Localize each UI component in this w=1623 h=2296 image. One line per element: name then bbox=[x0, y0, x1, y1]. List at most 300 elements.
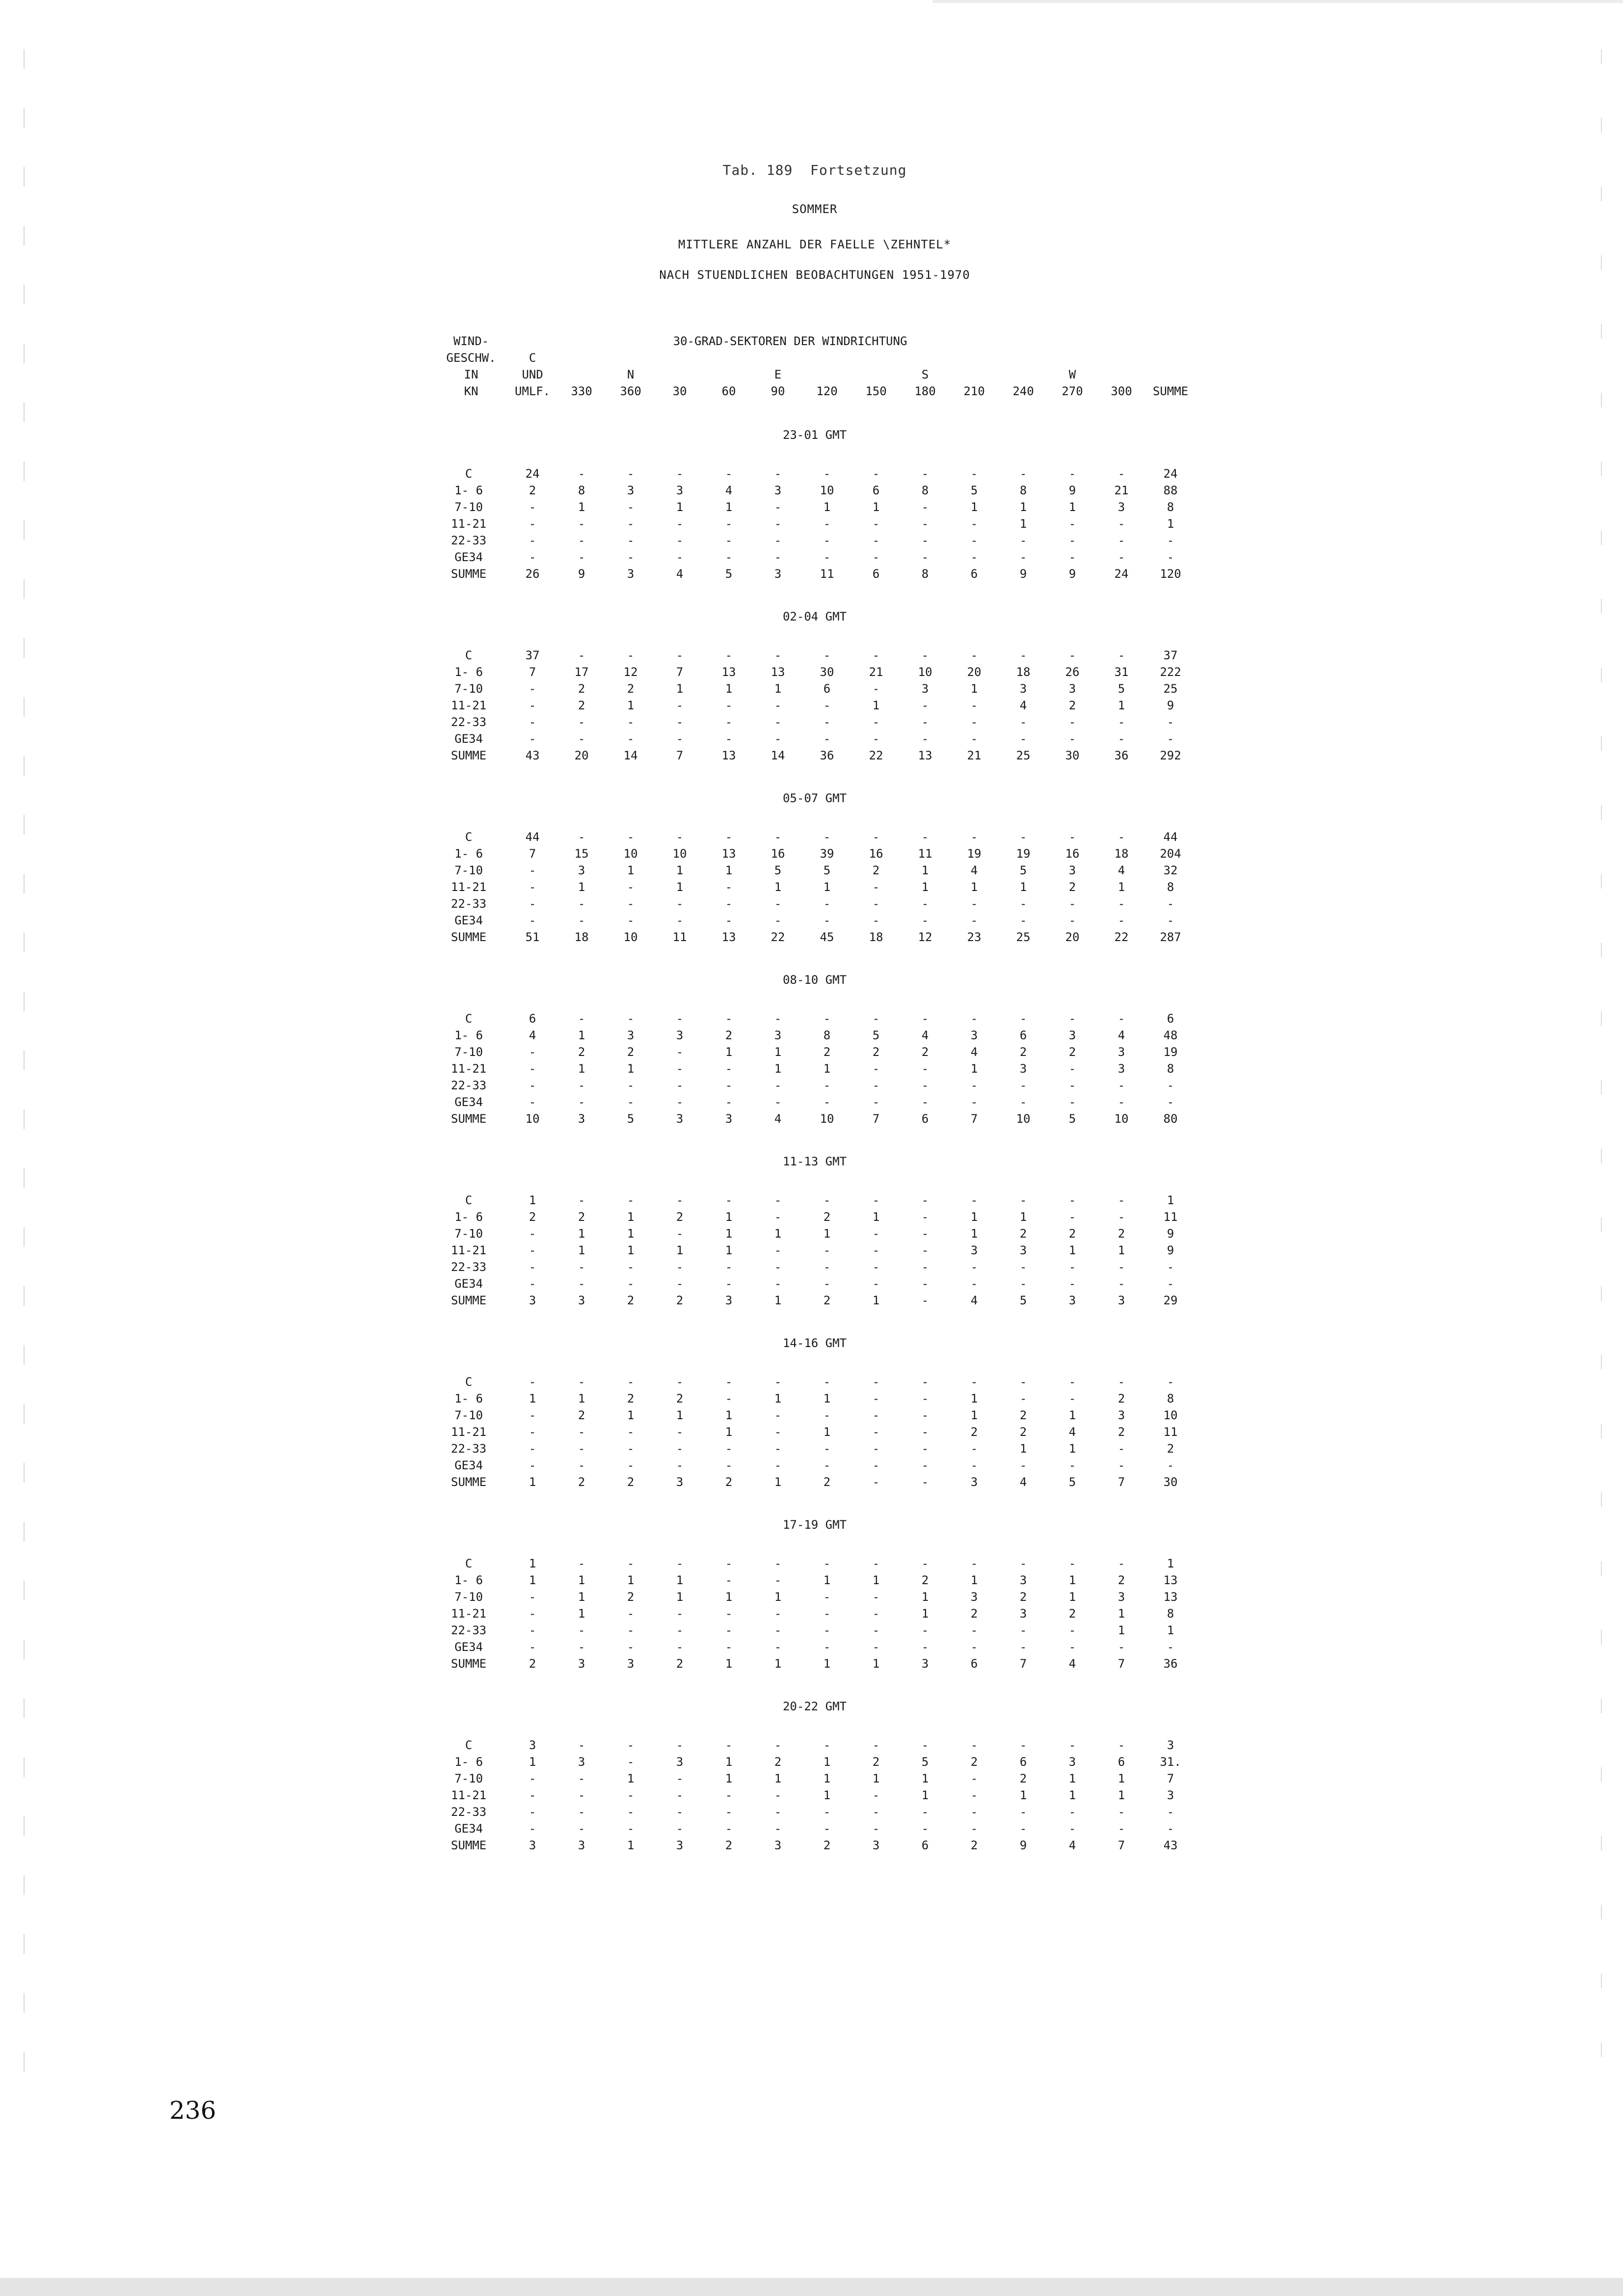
table-cell: 2 bbox=[1019, 1227, 1027, 1241]
table-cell: - bbox=[921, 1062, 929, 1076]
table-cell: - bbox=[872, 1607, 880, 1621]
table-cell: - bbox=[578, 1095, 585, 1109]
row-total-cell: 204 bbox=[1160, 847, 1181, 861]
table-cell: 6 bbox=[1117, 1755, 1125, 1769]
table-row bbox=[0, 566, 1623, 582]
scan-edge-bottom bbox=[0, 2278, 1623, 2296]
table-cell: 9 bbox=[1068, 567, 1076, 581]
table-cell: 4 bbox=[970, 1294, 978, 1307]
table-cell: 20 bbox=[967, 665, 982, 679]
row-total-cell: 11 bbox=[1163, 1425, 1178, 1439]
table-cell: - bbox=[970, 517, 978, 531]
table-cell: - bbox=[1019, 1822, 1027, 1836]
table-cell: 4 bbox=[1019, 699, 1027, 712]
row-total-cell: - bbox=[1167, 1277, 1174, 1291]
table-cell: - bbox=[1117, 1738, 1125, 1752]
table-cell: - bbox=[1019, 534, 1027, 547]
table-cell: 1 bbox=[725, 682, 733, 696]
table-cell: 2 bbox=[725, 1838, 733, 1852]
row-label: C bbox=[465, 467, 473, 481]
row-label: SUMME bbox=[451, 1112, 487, 1126]
row-label: 1- 6 bbox=[454, 1573, 483, 1587]
table-cell: 4 bbox=[529, 1028, 536, 1042]
table-cell: - bbox=[774, 1573, 782, 1587]
table-cell: - bbox=[872, 1062, 880, 1076]
table-cell: - bbox=[529, 732, 536, 746]
row-total-cell: 8 bbox=[1167, 1607, 1174, 1621]
table-cell: - bbox=[823, 1012, 831, 1026]
table-cell: - bbox=[676, 1095, 684, 1109]
table-cell: - bbox=[676, 1442, 684, 1456]
cardinal-s: S bbox=[921, 368, 929, 381]
row-label: GE34 bbox=[454, 732, 483, 746]
table-cell: - bbox=[676, 467, 684, 481]
sector-header: 210 bbox=[963, 384, 985, 398]
row-total-cell: 3 bbox=[1167, 1738, 1174, 1752]
table-cell: 3 bbox=[578, 1657, 585, 1671]
row-label: GE34 bbox=[454, 550, 483, 564]
table-cell: 39 bbox=[820, 847, 834, 861]
table-cell: 3 bbox=[627, 1657, 635, 1671]
table-cell: - bbox=[578, 1459, 585, 1472]
table-row bbox=[0, 879, 1623, 895]
table-cell: - bbox=[970, 699, 978, 712]
table-cell: - bbox=[823, 1640, 831, 1654]
table-row bbox=[0, 1390, 1623, 1407]
row-label: SUMME bbox=[451, 1294, 487, 1307]
table-cell: - bbox=[823, 699, 831, 712]
table-cell: - bbox=[529, 1277, 536, 1291]
table-cell: 6 bbox=[529, 1012, 536, 1026]
page-number: 236 bbox=[169, 2096, 216, 2125]
label-header-line: IN bbox=[464, 368, 479, 381]
table-cell: - bbox=[921, 534, 929, 547]
table-cell: 1 bbox=[823, 880, 831, 894]
table-cell: 24 bbox=[1114, 567, 1129, 581]
table-cell: 1 bbox=[627, 699, 635, 712]
table-cell: - bbox=[872, 1738, 880, 1752]
table-cell: - bbox=[823, 648, 831, 662]
row-label: GE34 bbox=[454, 914, 483, 927]
table-cell: - bbox=[872, 1623, 880, 1637]
table-cell: 3 bbox=[1117, 1045, 1125, 1059]
table-cell: 2 bbox=[921, 1045, 929, 1059]
row-total-cell: 13 bbox=[1163, 1573, 1178, 1587]
table-cell: - bbox=[627, 1607, 635, 1621]
table-cell: - bbox=[1068, 1459, 1076, 1472]
table-cell: - bbox=[1117, 1079, 1125, 1092]
table-cell: - bbox=[774, 1079, 782, 1092]
table-cell: 1 bbox=[1068, 1408, 1076, 1422]
table-cell: - bbox=[676, 1623, 684, 1637]
table-row bbox=[0, 1589, 1623, 1605]
table-cell: 1 bbox=[823, 1657, 831, 1671]
row-total-cell: 30 bbox=[1163, 1475, 1178, 1489]
row-label: 11-21 bbox=[451, 1243, 487, 1257]
table-cell: 1 bbox=[578, 1243, 585, 1257]
table-cell: - bbox=[627, 830, 635, 844]
table-cell: - bbox=[921, 1822, 929, 1836]
table-row bbox=[0, 680, 1623, 697]
table-cell: - bbox=[725, 1442, 733, 1456]
table-cell: - bbox=[627, 1738, 635, 1752]
table-cell: 1 bbox=[970, 880, 978, 894]
table-cell: - bbox=[1068, 1277, 1076, 1291]
table-cell: 1 bbox=[921, 864, 929, 877]
table-cell: 2 bbox=[529, 1657, 536, 1671]
table-cell: 1 bbox=[1019, 517, 1027, 531]
table-cell: - bbox=[872, 1392, 880, 1405]
table-cell: - bbox=[676, 1012, 684, 1026]
table-cell: - bbox=[970, 1095, 978, 1109]
table-cell: - bbox=[823, 1805, 831, 1819]
table-cell: 1 bbox=[823, 500, 831, 514]
table-cell: - bbox=[921, 830, 929, 844]
row-total-cell: 88 bbox=[1163, 484, 1178, 497]
table-cell: 10 bbox=[820, 484, 834, 497]
row-total-cell: 120 bbox=[1160, 567, 1181, 581]
table-cell: 25 bbox=[1016, 930, 1031, 944]
table-cell: - bbox=[1068, 1012, 1076, 1026]
table-cell: 2 bbox=[529, 1210, 536, 1224]
table-cell: 10 bbox=[623, 930, 638, 944]
table-cell: - bbox=[1068, 1260, 1076, 1274]
table-cell: 2 bbox=[1019, 1408, 1027, 1422]
table-cell: 24 bbox=[525, 467, 540, 481]
row-label: C bbox=[465, 1738, 473, 1752]
table-cell: 2 bbox=[1068, 1607, 1076, 1621]
table-cell: - bbox=[578, 1822, 585, 1836]
table-cell: 2 bbox=[627, 1294, 635, 1307]
table-cell: 7 bbox=[1117, 1838, 1125, 1852]
table-cell: - bbox=[1068, 1640, 1076, 1654]
table-cell: - bbox=[676, 1260, 684, 1274]
row-total-cell: - bbox=[1167, 897, 1174, 911]
table-cell: - bbox=[725, 880, 733, 894]
table-cell: - bbox=[1068, 914, 1076, 927]
table-cell: - bbox=[1117, 1375, 1125, 1389]
table-cell: - bbox=[921, 897, 929, 911]
table-cell: 1 bbox=[676, 1408, 684, 1422]
row-label: 1- 6 bbox=[454, 1392, 483, 1405]
table-cell: 3 bbox=[578, 1838, 585, 1852]
row-label: 1- 6 bbox=[454, 1028, 483, 1042]
table-cell: - bbox=[970, 1375, 978, 1389]
table-cell: 4 bbox=[1068, 1425, 1076, 1439]
label-header-line: GESCHW. bbox=[446, 351, 496, 365]
table-cell: 2 bbox=[627, 1475, 635, 1489]
table-cell: - bbox=[627, 880, 635, 894]
cardinal-w: W bbox=[1068, 368, 1076, 381]
table-cell: - bbox=[970, 1788, 978, 1802]
table-cell: 1 bbox=[578, 1590, 585, 1604]
table-cell: - bbox=[1117, 914, 1125, 927]
table-cell: 1 bbox=[1117, 1243, 1125, 1257]
table-row bbox=[0, 1754, 1623, 1770]
table-cell: 13 bbox=[721, 930, 736, 944]
table-cell: - bbox=[872, 732, 880, 746]
table-cell: - bbox=[676, 1640, 684, 1654]
table-cell: 1 bbox=[627, 1408, 635, 1422]
table-cell: 5 bbox=[970, 484, 978, 497]
table-cell: 6 bbox=[872, 567, 880, 581]
table-cell: - bbox=[676, 1079, 684, 1092]
table-cell: - bbox=[872, 1788, 880, 1802]
table-cell: 3 bbox=[1068, 682, 1076, 696]
table-row bbox=[0, 730, 1623, 747]
table-cell: 1 bbox=[529, 1755, 536, 1769]
row-label: C bbox=[465, 1375, 473, 1389]
table-cell: - bbox=[774, 1260, 782, 1274]
table-cell: - bbox=[1068, 1095, 1076, 1109]
row-total-cell: 9 bbox=[1167, 699, 1174, 712]
sector-header: 300 bbox=[1111, 384, 1132, 398]
table-cell: 2 bbox=[578, 1475, 585, 1489]
table-cell: 1 bbox=[676, 1590, 684, 1604]
table-cell: 5 bbox=[921, 1755, 929, 1769]
table-cell: - bbox=[725, 897, 733, 911]
table-cell: - bbox=[1019, 1277, 1027, 1291]
row-total-cell: - bbox=[1167, 1260, 1174, 1274]
row-total-cell: - bbox=[1167, 1079, 1174, 1092]
table-cell: 2 bbox=[823, 1838, 831, 1852]
table-cell: - bbox=[1117, 648, 1125, 662]
table-cell: 9 bbox=[1019, 1838, 1027, 1852]
table-cell: 4 bbox=[970, 1045, 978, 1059]
row-label: SUMME bbox=[451, 567, 487, 581]
table-cell: 1 bbox=[627, 864, 635, 877]
table-cell: - bbox=[725, 1095, 733, 1109]
row-total-cell: 36 bbox=[1163, 1657, 1178, 1671]
table-cell: 22 bbox=[1114, 930, 1129, 944]
table-cell: - bbox=[823, 914, 831, 927]
table-cell: - bbox=[725, 534, 733, 547]
row-label: 11-21 bbox=[451, 1788, 487, 1802]
table-cell: - bbox=[823, 1193, 831, 1207]
table-cell: 26 bbox=[525, 567, 540, 581]
table-cell: 10 bbox=[623, 847, 638, 861]
table-cell: 3 bbox=[970, 1028, 978, 1042]
table-cell: 1 bbox=[921, 1788, 929, 1802]
table-cell: 1 bbox=[676, 864, 684, 877]
table-cell: - bbox=[725, 1277, 733, 1291]
table-cell: 8 bbox=[921, 484, 929, 497]
table-cell: - bbox=[627, 1788, 635, 1802]
table-cell: 21 bbox=[967, 749, 982, 762]
row-total-cell: 13 bbox=[1163, 1590, 1178, 1604]
table-cell: 2 bbox=[676, 1210, 684, 1224]
row-total-cell: 10 bbox=[1163, 1408, 1178, 1422]
table-cell: - bbox=[578, 1623, 585, 1637]
table-cell: - bbox=[627, 1095, 635, 1109]
table-cell: - bbox=[627, 914, 635, 927]
table-cell: 2 bbox=[578, 1045, 585, 1059]
row-total-cell: 48 bbox=[1163, 1028, 1178, 1042]
table-cell: 14 bbox=[771, 749, 785, 762]
table-row bbox=[0, 1639, 1623, 1655]
table-cell: 36 bbox=[1114, 749, 1129, 762]
table-cell: - bbox=[823, 534, 831, 547]
table-cell: 7 bbox=[1117, 1475, 1125, 1489]
table-cell: 3 bbox=[970, 1590, 978, 1604]
table-cell: 5 bbox=[627, 1112, 635, 1126]
table-cell: 1 bbox=[774, 1227, 782, 1241]
table-cell: 1 bbox=[1117, 699, 1125, 712]
table-cell: - bbox=[578, 715, 585, 729]
table-cell: - bbox=[676, 1425, 684, 1439]
table-cell: 19 bbox=[967, 847, 982, 861]
table-cell: 2 bbox=[823, 1210, 831, 1224]
table-cell: - bbox=[823, 550, 831, 564]
table-cell: - bbox=[872, 1095, 880, 1109]
c-header-line: C bbox=[529, 351, 536, 365]
table-cell: - bbox=[970, 1822, 978, 1836]
table-cell: - bbox=[921, 1277, 929, 1291]
table-cell: - bbox=[872, 897, 880, 911]
row-label: C bbox=[465, 1193, 473, 1207]
table-cell: 3 bbox=[1117, 1294, 1125, 1307]
table-cell: - bbox=[529, 1590, 536, 1604]
table-cell: - bbox=[1019, 1079, 1027, 1092]
table-cell: 1 bbox=[725, 1772, 733, 1785]
table-cell: 1 bbox=[774, 1294, 782, 1307]
table-cell: - bbox=[578, 1640, 585, 1654]
table-cell: 2 bbox=[774, 1755, 782, 1769]
table-cell: 6 bbox=[1019, 1028, 1027, 1042]
cardinal-e: E bbox=[774, 368, 782, 381]
table-cell: - bbox=[627, 1193, 635, 1207]
table-subtitle: MITTLERE ANZAHL DER FAELLE \ZEHNTEL* bbox=[678, 238, 952, 251]
table-cell: - bbox=[921, 1623, 929, 1637]
row-total-cell: - bbox=[1167, 914, 1174, 927]
table-cell: 2 bbox=[1068, 699, 1076, 712]
table-cell: 3 bbox=[529, 1838, 536, 1852]
table-cell: - bbox=[1068, 1210, 1076, 1224]
scan-edge-top bbox=[932, 0, 1623, 3]
row-label: 1- 6 bbox=[454, 1755, 483, 1769]
table-cell: 1 bbox=[676, 1573, 684, 1587]
row-label: GE34 bbox=[454, 1640, 483, 1654]
table-row bbox=[0, 482, 1623, 499]
row-label: 22-33 bbox=[451, 1442, 487, 1456]
row-label: 7-10 bbox=[454, 1408, 483, 1422]
table-cell: 5 bbox=[872, 1028, 880, 1042]
table-cell: - bbox=[921, 1738, 929, 1752]
table-row bbox=[0, 1027, 1623, 1044]
row-label: 7-10 bbox=[454, 1590, 483, 1604]
row-total-cell: 80 bbox=[1163, 1112, 1178, 1126]
table-cell: - bbox=[970, 1640, 978, 1654]
table-cell: 1 bbox=[872, 1294, 880, 1307]
table-cell: - bbox=[578, 1425, 585, 1439]
row-label: SUMME bbox=[451, 749, 487, 762]
table-cell: 3 bbox=[1117, 500, 1125, 514]
table-cell: 16 bbox=[869, 847, 883, 861]
table-cell: - bbox=[823, 1607, 831, 1621]
table-row bbox=[0, 1622, 1623, 1639]
table-cell: - bbox=[823, 732, 831, 746]
table-cell: 1 bbox=[970, 1573, 978, 1587]
table-cell: 3 bbox=[1019, 682, 1027, 696]
table-cell: - bbox=[774, 1425, 782, 1439]
row-label: 1- 6 bbox=[454, 847, 483, 861]
table-cell: - bbox=[823, 897, 831, 911]
row-total-cell: 8 bbox=[1167, 1392, 1174, 1405]
row-label: C bbox=[465, 830, 473, 844]
table-cell: - bbox=[1117, 517, 1125, 531]
table-cell: - bbox=[529, 1425, 536, 1439]
row-label: GE34 bbox=[454, 1459, 483, 1472]
table-cell: - bbox=[1117, 1442, 1125, 1456]
table-cell: - bbox=[872, 1408, 880, 1422]
table-cell: 2 bbox=[1019, 1425, 1027, 1439]
row-total-cell: - bbox=[1167, 1805, 1174, 1819]
table-cell: - bbox=[627, 1557, 635, 1570]
table-row bbox=[0, 1242, 1623, 1259]
table-cell: 26 bbox=[1065, 665, 1080, 679]
table-cell: 1 bbox=[1068, 1772, 1076, 1785]
table-cell: - bbox=[921, 1459, 929, 1472]
table-cell: - bbox=[823, 1738, 831, 1752]
label-header-line: WIND- bbox=[453, 334, 489, 348]
table-cell: - bbox=[1019, 732, 1027, 746]
table-cell: - bbox=[676, 550, 684, 564]
table-cell: 4 bbox=[970, 864, 978, 877]
table-cell: - bbox=[529, 682, 536, 696]
table-cell: - bbox=[1019, 1392, 1027, 1405]
table-cell: - bbox=[529, 715, 536, 729]
table-cell: 3 bbox=[1068, 1294, 1076, 1307]
table-cell: - bbox=[774, 648, 782, 662]
table-cell: 1 bbox=[823, 1425, 831, 1439]
row-total-cell: - bbox=[1167, 550, 1174, 564]
table-cell: 2 bbox=[676, 1657, 684, 1671]
table-cell: - bbox=[578, 1442, 585, 1456]
table-row bbox=[0, 1292, 1623, 1309]
table-cell: - bbox=[725, 1260, 733, 1274]
table-cell: - bbox=[872, 1822, 880, 1836]
table-cell: 3 bbox=[1117, 1590, 1125, 1604]
row-total-cell: 6 bbox=[1167, 1012, 1174, 1026]
table-cell: - bbox=[774, 550, 782, 564]
table-cell: - bbox=[529, 1227, 536, 1241]
table-cell: - bbox=[627, 1260, 635, 1274]
table-cell: 2 bbox=[1019, 1045, 1027, 1059]
table-cell: 1 bbox=[774, 682, 782, 696]
table-cell: 4 bbox=[1117, 864, 1125, 877]
table-cell: 2 bbox=[1117, 1573, 1125, 1587]
table-cell: 43 bbox=[525, 749, 540, 762]
table-row bbox=[0, 1110, 1623, 1127]
table-cell: - bbox=[921, 1193, 929, 1207]
table-cell: - bbox=[970, 1260, 978, 1274]
table-cell: - bbox=[529, 1045, 536, 1059]
sector-header: 90 bbox=[771, 384, 785, 398]
table-cell: - bbox=[774, 1095, 782, 1109]
table-cell: - bbox=[1068, 550, 1076, 564]
table-cell: - bbox=[627, 1822, 635, 1836]
table-cell: 1 bbox=[676, 682, 684, 696]
table-cell: - bbox=[774, 1822, 782, 1836]
table-cell: - bbox=[872, 715, 880, 729]
table-cell: - bbox=[774, 914, 782, 927]
table-cell: 1 bbox=[823, 1392, 831, 1405]
table-cell: - bbox=[627, 1640, 635, 1654]
section-time-title: 17-19 GMT bbox=[782, 1518, 847, 1532]
table-cell: 2 bbox=[872, 1755, 880, 1769]
table-cell: 1 bbox=[578, 500, 585, 514]
table-row bbox=[0, 465, 1623, 482]
